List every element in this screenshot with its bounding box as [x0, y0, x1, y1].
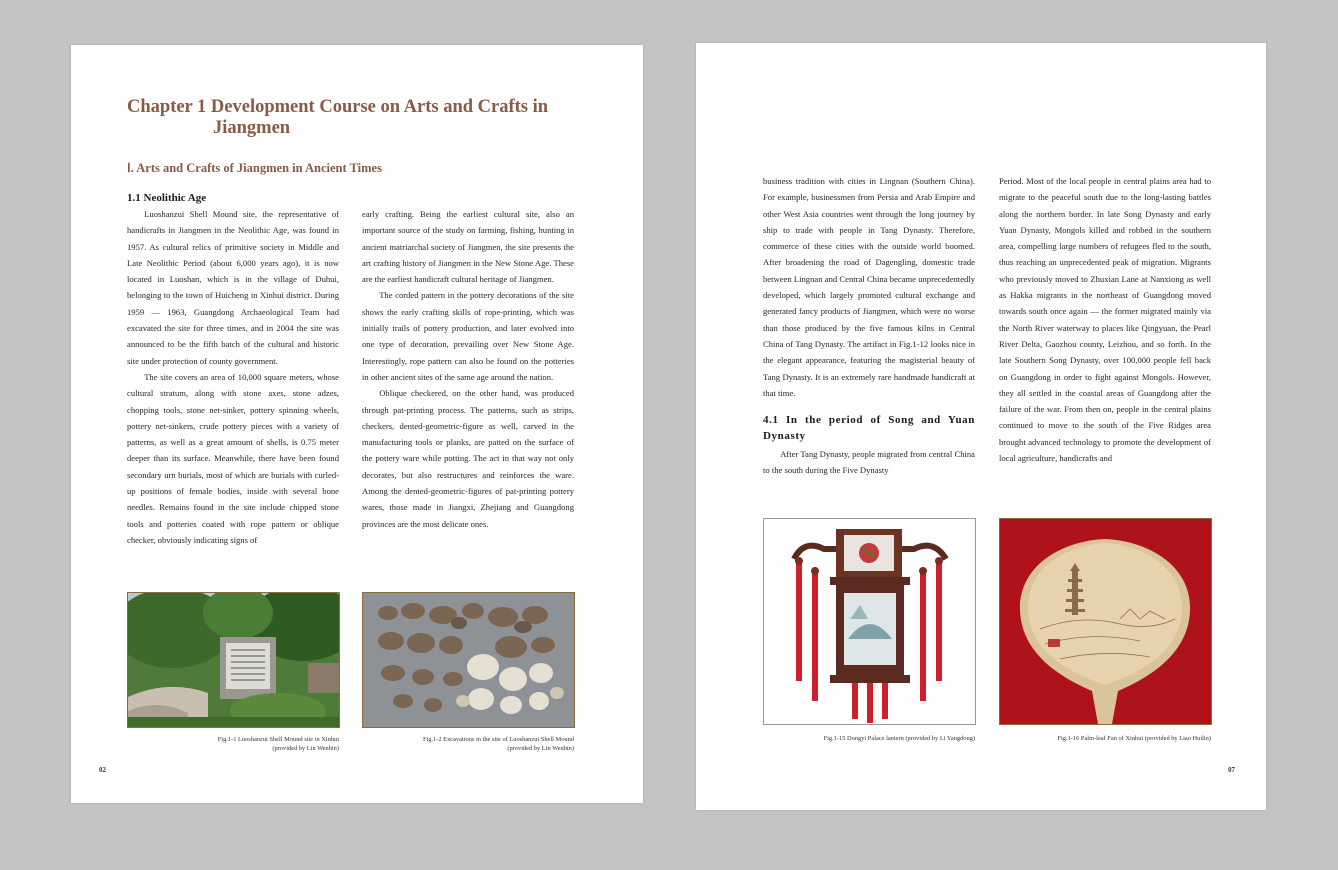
left-page-column-2 [362, 206, 574, 532]
paragraph: Oblique checkered, on the other hand, was produced through pat-printing process. The patterns, such as strips, checkers, dented-geometric-figure as well, carved in the manufacturing tools or planks, are patted on the surface of the pottery ware while potting. The act in that way not only decorates, but also restructures and reinforces the ware. Among the dented-geometric-figures of pat-printing pottery wares, those made in Jiangxi, Zhejiang and Guangdong provinces are the most delicate ones. [362, 388, 574, 529]
palace-lantern-photo [763, 518, 976, 725]
paragraph: The site covers an area of 10,000 square meters, whose cultural stratum, along with stone axes, stone adzes, chopping tools, stone net-sinker, pottery spinning wheels, pottery net-sinkers, crude pottery pieces with a variety of patterns, as well as a great amount of shells, is 0.75 meter deeper than its surface. Meanwhile, there have been found secondary urn burials, most of which are burials with curled-up positions of female bodies, inside with several bone needles. Remains found in the site include chipped stone tools and potteries coated with rope pattern or oblique checker, obviously indicating signs of [127, 371, 339, 545]
chapter-title-line-1: Chapter 1 Development Course on Arts and Crafts in [127, 97, 549, 117]
figure-1-16-caption: Fig.1-16 Palm-leaf Fan of Xinhui (provided by Liao Huilin) [1057, 735, 1211, 742]
paragraph: Period. Most of the local people in central plains area had to migrate to the peaceful south due to the long-lasting battles along the northern border. In late Song Dynasty and early Yuan Dynasty, Mongols killed and robbed in the southern area, compelling large numbers of refugees fled to the south, thus reaching an unprecedented peak of migration. Migrants who previously moved to Zhuxian Lane at Nanxiong as well as Hakka migrants in the northeast of Guangdong moved towards south once again — the former migrated mainly via the North River waterway to places like Qingyuan, the Pearl River Delta, Gaozhou county, Leizhou, and so forth. In the late Southern Song Dynasty, over 100,000 people fell back on Guangdong in order to fight against Mongols. However, they all settled in the coastal areas of Guangdong after the failure of the war. From then on, people in the central plains continued to move to the south of the Five Ridges area brought advanced technology to promote the development of local agriculture, handicrafts and [999, 176, 1211, 464]
paragraph: business tradition with cities in Lingnan (Southern China). For example, businessmen from Persia and Arab Empire and other West Asia countries went through the long journey by ship to trade with people in Tang Dynasty. Therefore, commerce of these cities with the outside world boomed. After broadening the road of Dagengling, domestic trade between Lingnan and Central China became unprecedentedly developed, which largely promoted cultural exchange and generated fancy products of Jiangmen, which were no worse than those produced by the five famous kilns in Central China of Tang Dynasty. The artifact in Fig.1-12 looks nice in the elegant appearance, featuring the magisterial beauty of Tang Dynasty. It is an extremely rare handmade handicraft at that time. [763, 176, 975, 398]
palace-lantern-illustration [764, 519, 975, 724]
page-number: 07 [1228, 766, 1235, 774]
section-title: Ⅰ. Arts and Crafts of Jiangmen in Ancient Times [127, 161, 382, 175]
caption-line: Fig.1-2 Excavations in the site of Luoshanzui Shell Mound [422, 736, 574, 743]
left-page-column-1 [127, 206, 339, 548]
shell-mound-site-photo [127, 592, 340, 728]
chapter-title [127, 97, 597, 139]
paragraph: early crafting. Being the earliest cultural site, also an important source of the study on farming, fishing, hunting in ancient matriarchal society of Jiangmen, the site presents the art crafting history of Jiangmen in the New Stone Age. These are the earliest handicraft cultural heritage of Jiangmen. [362, 209, 574, 285]
paragraph: After Tang Dynasty, people migrated from central China to the south during the Five Dynasty [763, 449, 975, 476]
paragraph: Luoshanzui Shell Mound site, the representative of handicrafts in Jiangmen in the Neolithic Age, was found in 1957. As cultural relics of primitive society in Middle and Late Neolithic Period (about 6,000 years ago), it is now located in Luoshan, which is in the village of Duhui, belonging to the town of Huicheng in Xinhui district. During 1959 — 1963, Guangdong Archaeological Team had excavated the site for three times, and in 2004 the site was announced to be the fifth batch of the cultural and historic site under protection of county government. [127, 209, 339, 366]
excavation-artifacts-photo [362, 592, 575, 728]
palm-leaf-fan-illustration [1000, 519, 1211, 724]
excavation-artifacts-illustration [363, 593, 574, 727]
left-page [71, 45, 643, 803]
right-page-column-2 [999, 173, 1211, 466]
section-heading: 4.1 In the period of Song and Yuan Dynasty [763, 414, 975, 443]
caption-line: (provided by Lin Wenbin) [507, 744, 574, 752]
right-page [696, 43, 1266, 810]
right-page-column-1 [763, 173, 975, 479]
caption-line: (provided by Lin Wenbin) [272, 744, 339, 752]
subsection-title: 1.1 Neolithic Age [127, 192, 207, 204]
page-number: 02 [99, 766, 106, 774]
figure-1-2-caption [362, 736, 574, 753]
paragraph: The corded pattern in the pottery decorations of the site shows the early crafting skills of rope-printing, which was initially trails of pottery production, and later evolved into one type of decoration, prevailing over New Stone Age. Interestingly, rope pattern can also be found on the potteries in other ancient sites of the same age around the nation. [362, 290, 574, 382]
figure-1-15-caption: Fig.1-15 Dongyi Palace lantern (provided by Li Yangdong) [823, 735, 975, 742]
chapter-title-line-2: Jiangmen [213, 118, 291, 138]
palm-leaf-fan-photo [999, 518, 1212, 725]
shell-mound-site-illustration [128, 593, 339, 727]
caption-line: Fig.1-1 Luoshanzui Shell Mound site in Xinhui [217, 736, 339, 743]
figure-1-1-caption [127, 736, 339, 753]
